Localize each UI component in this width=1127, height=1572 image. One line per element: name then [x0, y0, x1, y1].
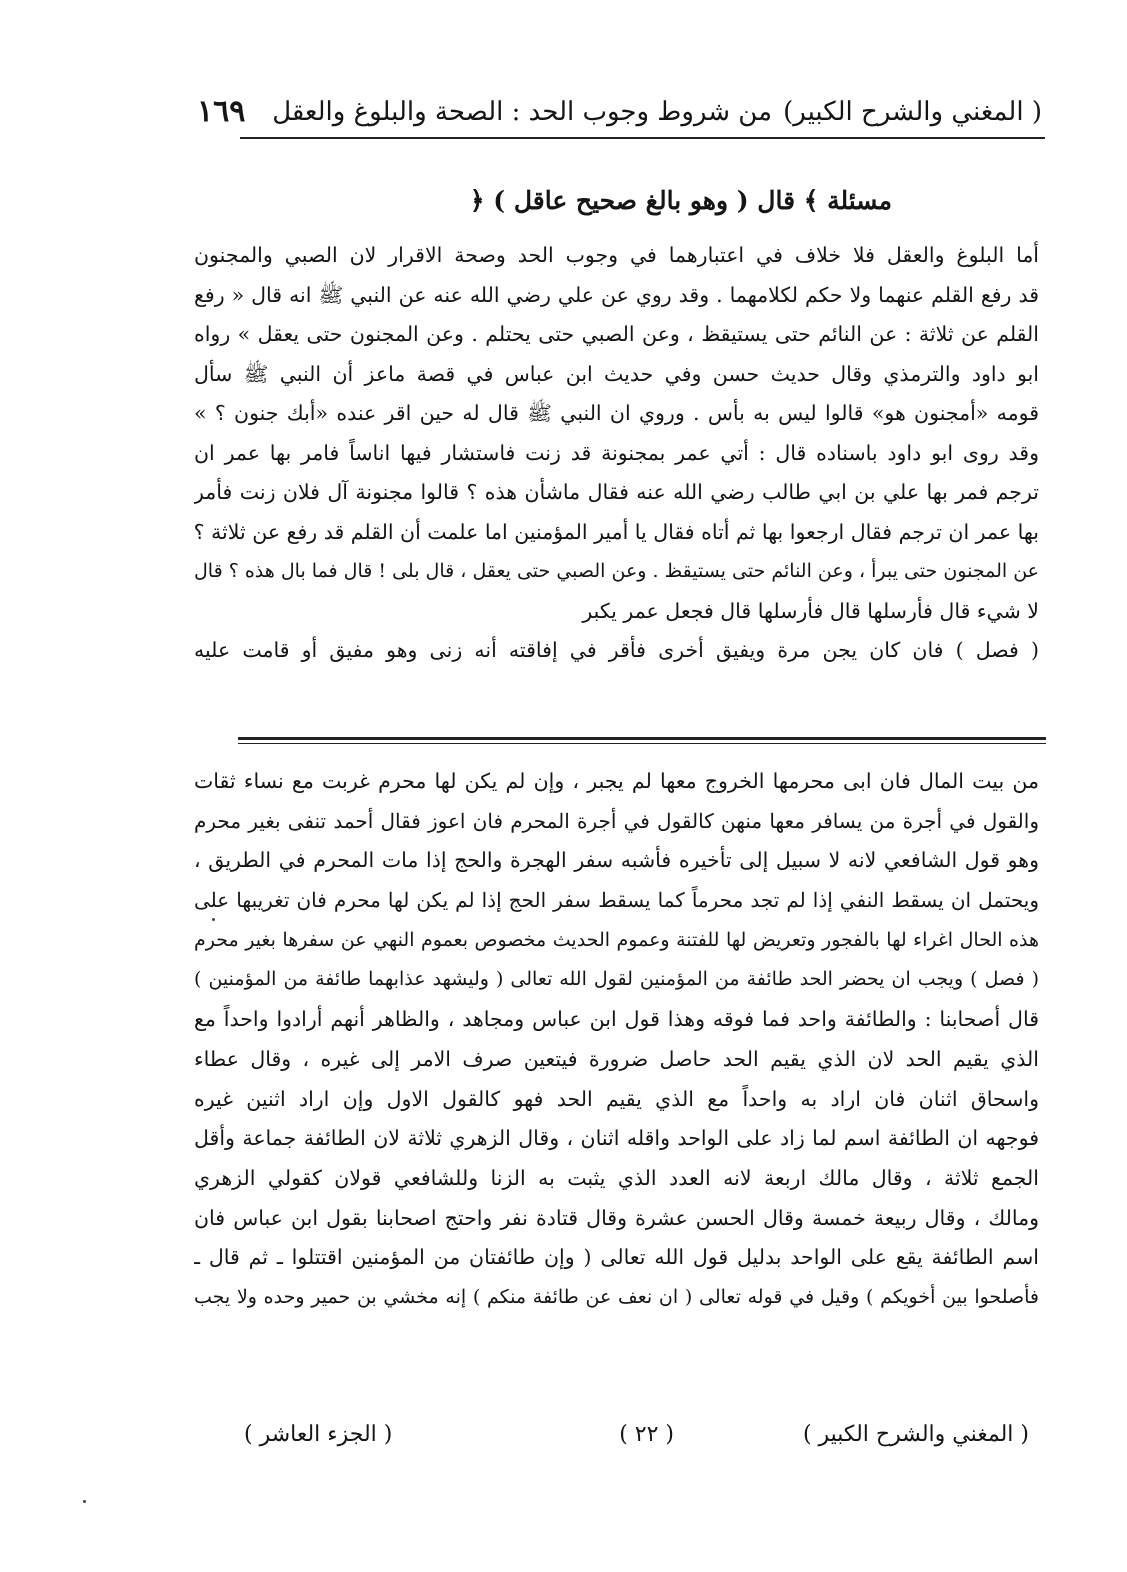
text-line: أما البلوغ والعقل فلا خلاف في اعتبارهما في وجوب الحد وصحة الاقرار لان الصبي والمجنون	[194, 243, 1039, 267]
text-line: اسم الطائفة يقع على الواحد بدليل قول الله تعالى ( وإن طائفتان من المؤمنين اقتتلوا ـ ثم قال ـ	[194, 1245, 1039, 1270]
text-line: قد رفع القلم عنهما ولا حكم لكلامهما . وقد روي عن علي رضي الله عنه عن النبي ﷺ انه قال « رفع	[194, 282, 1039, 307]
text-line: عن المجنون حتى يبرأ ، وعن النائم حتى يستيقظ . وعن الصبي حتى يعقل ، قال بلى ! قال فما بال هذه ؟ قال	[194, 560, 1039, 582]
text-line: وقد روى ابو داود باسناده قال : أتي عمر بمجنونة قد زنت فاستشار فيها اناساً فامر بها عمر ان	[194, 440, 1039, 465]
text-line: القلم عن ثلاثة : عن النائم حتى يستيقظ ، وعن الصبي حتى يحتلم . وعن المجنون حتى يعقل » رواه	[194, 322, 1039, 346]
footer-volume: ( الجزء العاشر )	[244, 1422, 393, 1447]
divider-thin	[238, 743, 1046, 744]
text-line: بها عمر ان ترجم فقال ارجعوا بها ثم أتاه فقال يا أمير المؤمنين اما علمت أن القلم قد رفع عن ثلاثة ؟	[194, 519, 1039, 544]
scan-speck	[212, 918, 215, 921]
masala-heading: ﴿ مسئلة ﴾ قال ( وهو بالغ صحيح عاقل )	[469, 186, 892, 215]
text-line: ابو داود والترمذي وقال حديث حسن وفي حديث ابن عباس في قصة ماعز أن النبي ﷺ سأل	[194, 361, 1039, 386]
text-line: هذه الحال اغراء لها بالفجور وتعريض لها للفتنة وعموم الحديث مخصوص بعموم النهي عن سفرها بغير محرم	[194, 928, 1039, 951]
header-topic: من شروط وجوب الحد : الصحة والبلوغ والعقل	[272, 97, 772, 127]
text-line: الجمع ثلاثة ، وقال مالك اربعة لانه العدد الذي يثبت به الزنا وللشافعي قولان كقولي الزهري	[194, 1165, 1039, 1190]
text-line: لا شيء قال فأرسلها قال فأرسلها قال فجعل عمر يكبر	[582, 598, 1039, 623]
lower-text-block	[194, 762, 1039, 1318]
text-line: والقول في أجرة من يسافر معها منهن كالقول في أجرة المحرم فان اعوز فقال أحمد تنفى بغير محرم	[194, 808, 1039, 833]
text-line: ومالك ، وقال ربيعة خمسة وقال الحسن عشرة وقال قتادة نفر واحتج اصحابنا بقول ابن عباس فان	[194, 1205, 1039, 1230]
footer-book-title: ( المغني والشرح الكبير )	[802, 1422, 1029, 1447]
scan-speck	[83, 1500, 86, 1503]
text-line: فأصلحوا بين أخويكم ) وقيل في قوله تعالى ( ان نعف عن طائفة منكم ) إنه مخشي بن حمير وحده ولا يجب	[194, 1285, 1039, 1308]
divider-thick	[238, 737, 1046, 740]
text-line: واسحاق اثنان فان اراد به واحداً مع الذي يقيم الحد فهو كالقول الاول وإن اراد اثنين غيره	[194, 1086, 1039, 1111]
upper-text-block	[194, 236, 1039, 671]
text-line: من بيت المال فان ابى محرمها الخروج معها لم يجبر ، وإن لم يكن لها محرم غربت مع نساء ثقات	[194, 769, 1039, 793]
text-line: وهو قول الشافعي لانه لا سبيل إلى تأخيره فأشبه سفر الهجرة والحج إذا مات المحرم في الطريق ،	[194, 848, 1039, 873]
header-book-title: (المغني والشرح الكبير )	[783, 97, 1042, 127]
text-line: فوجهه ان الطائفة اسم لما زاد على الواحد واقله اثنان ، وقال الزهري ثلاثة لان الطائفة جماعة وأقل	[194, 1126, 1039, 1151]
text-line: ترجم فمر بها علي بن ابي طالب رضي الله عنه فقال ماشأن هذه ؟ قالوا مجنونة آل فلان زنت فأمر	[194, 480, 1039, 504]
text-line: قومه «أمجنون هو» قالوا ليس به بأس . وروي ان النبي ﷺ قال له حين اقر عنده «أبك جنون ؟ »	[194, 401, 1039, 425]
page-number: ١٦٩	[197, 94, 246, 129]
text-line: قال أصحابنا : والطائفة واحد فما فوقه وهذا قول ابن عباس ومجاهد ، والظاهر أنهم أرادوا واحداً مع	[194, 1007, 1039, 1032]
text-line: ( فصل ) ويجب ان يحضر الحد طائفة من المؤمنين لقول الله تعالى ( وليشهد عذابهما طائفة من المؤمنين )	[194, 968, 1039, 991]
footer-signature: ( ٢٢ )	[619, 1422, 674, 1447]
header-rule	[240, 137, 1045, 139]
text-line: ( فصل ) فان كان يجن مرة ويفيق أخرى فأقر في إفاقته أنه زنى وهو مفيق أو قامت عليه	[194, 638, 1039, 662]
text-line: الذي يقيم الحد لان الذي يقيم الحد حاصل ضرورة فيتعين صرف الامر إلى غيره ، وقال عطاء	[194, 1046, 1039, 1071]
text-line: ويحتمل ان يسقط النفي إذا لم تجد محرماً كما يسقط سفر الحج إذا لم يكن لها محرم فان تغريبها على	[194, 888, 1039, 913]
